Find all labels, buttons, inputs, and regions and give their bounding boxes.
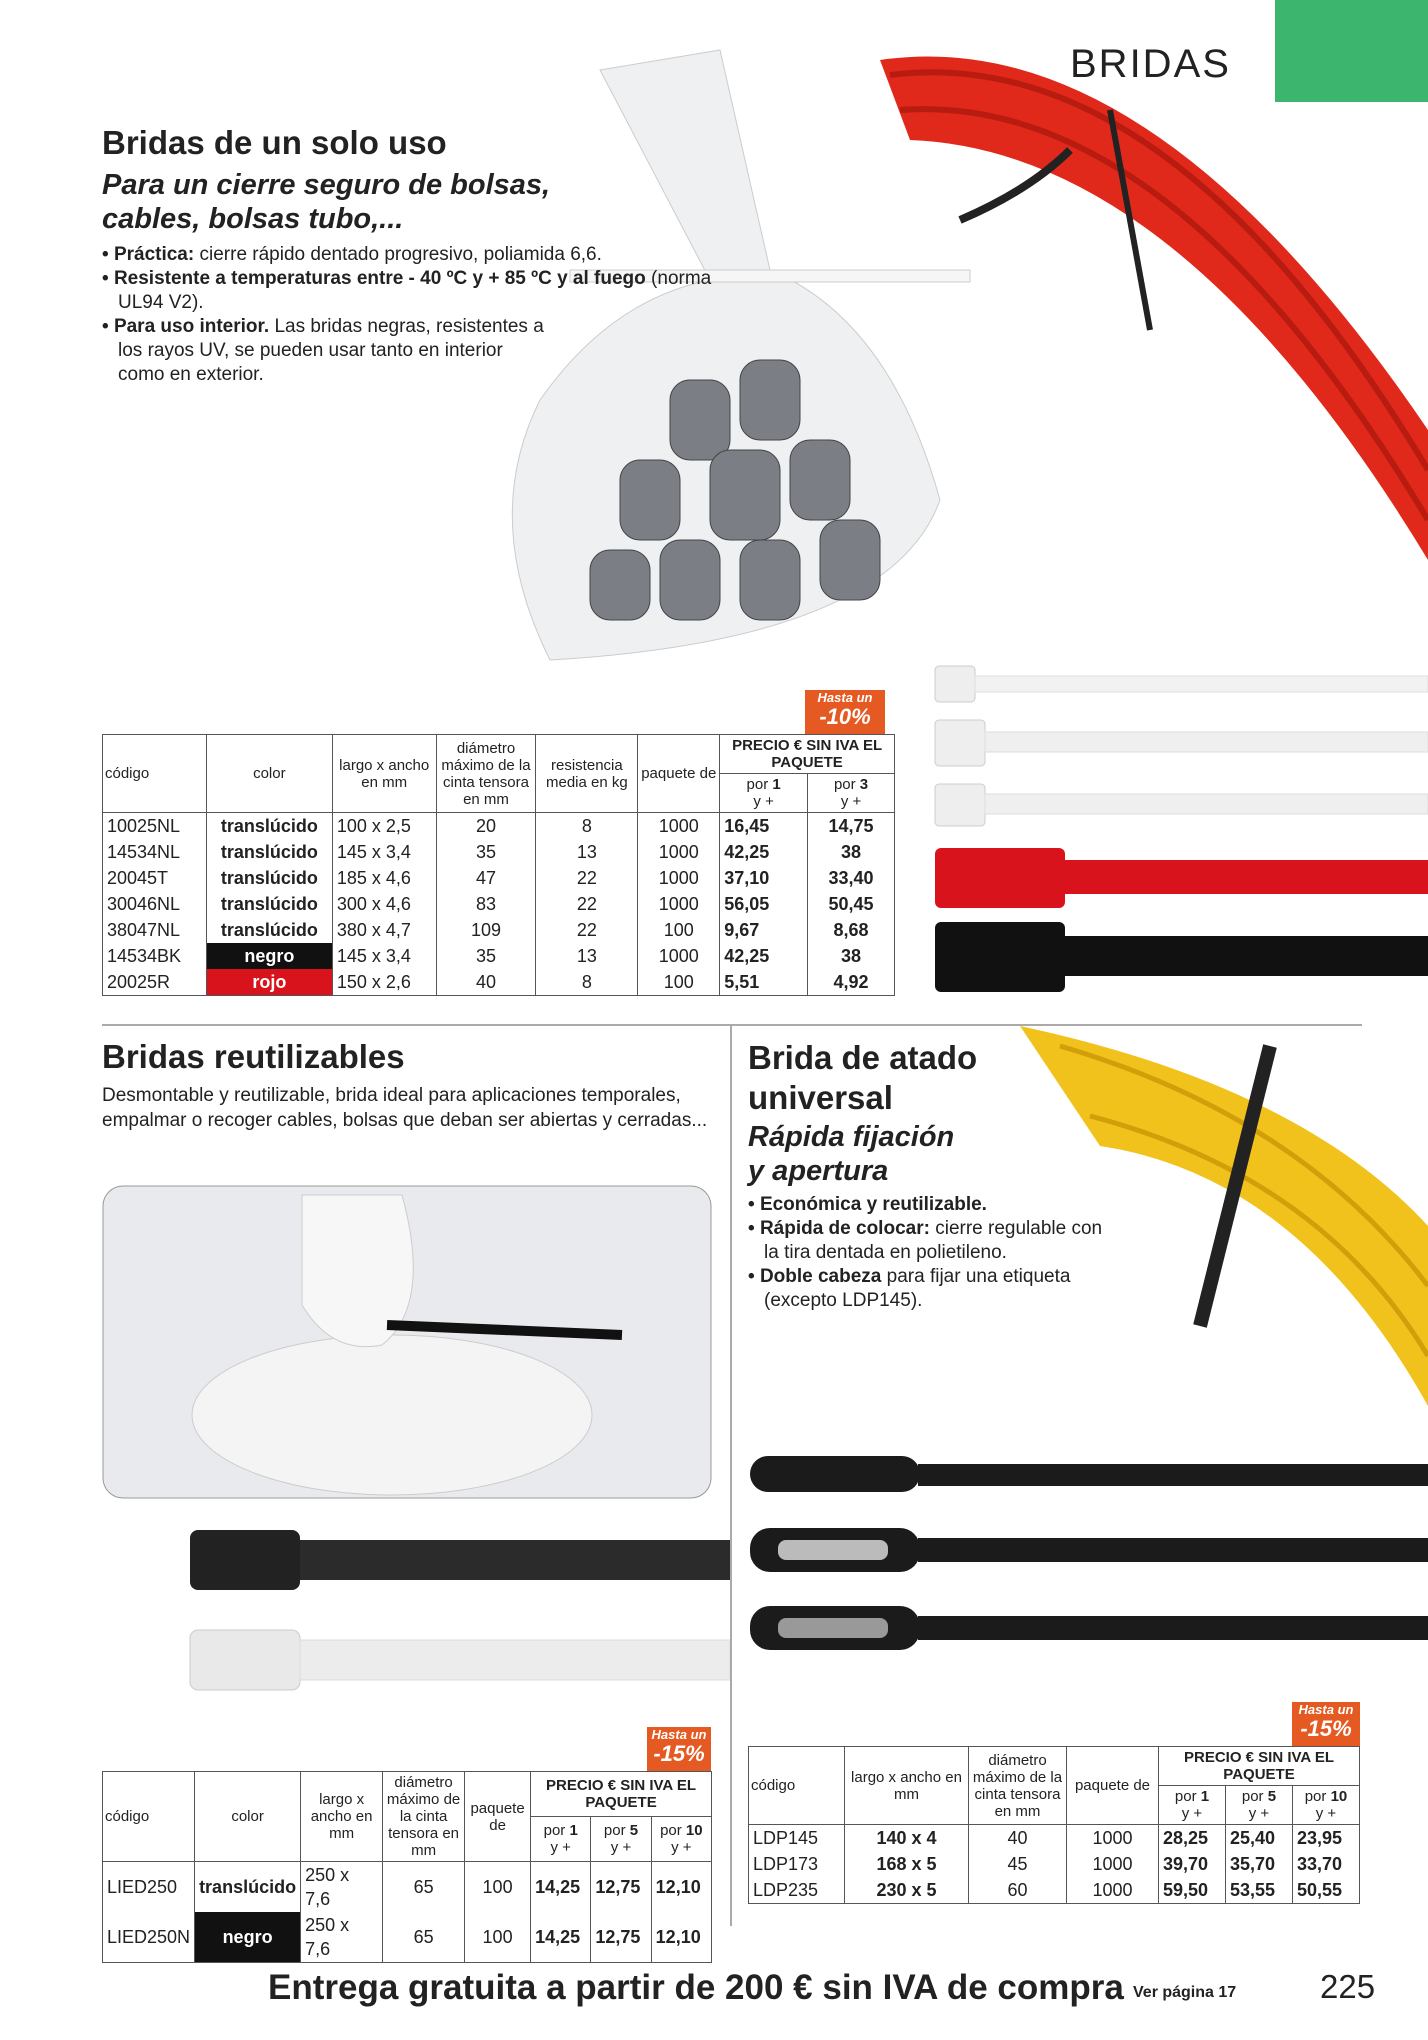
table-cell: LIED250N <box>103 1912 195 1963</box>
table-cell: 38 <box>808 943 895 969</box>
table-cell: 13 <box>536 943 638 969</box>
table-cell: 59,50 <box>1159 1877 1226 1904</box>
table-cell: LIED250 <box>103 1862 195 1913</box>
table-cell: 145 x 3,4 <box>332 839 436 865</box>
table-row <box>103 839 895 865</box>
bullet: • Para uso interior. Las bridas negras, resistentes a los rayos UV, se pueden usar tanto en interior como en exterior. <box>102 315 552 387</box>
table-cell: 150 x 2,6 <box>332 969 436 996</box>
table-cell: 23,95 <box>1292 1825 1359 1852</box>
table-cell: 8 <box>536 813 638 840</box>
table-cell: 37,10 <box>720 865 808 891</box>
table-cell: 42,25 <box>720 839 808 865</box>
table-cell: 16,45 <box>720 813 808 840</box>
table-cell: 22 <box>536 891 638 917</box>
reusable-ties-image <box>185 1525 730 1705</box>
col-p2: por 5 y + <box>591 1817 651 1862</box>
col-pack: paquete de <box>1067 1747 1159 1825</box>
col-price: PRECIO € SIN IVA EL PAQUETE <box>531 1772 712 1817</box>
table-cell: translúcido <box>206 917 332 943</box>
table-cell: 14534BK <box>103 943 207 969</box>
table-cell: 9,67 <box>720 917 808 943</box>
table-cell: 12,10 <box>651 1862 711 1913</box>
discount-badge: Hasta un -15% <box>647 1727 711 1771</box>
table-cell: 185 x 4,6 <box>332 865 436 891</box>
table-row <box>103 943 895 969</box>
table-cell: 65 <box>383 1862 465 1913</box>
single-use-table <box>102 734 895 996</box>
bullet: • Práctica: cierre rápido dentado progresivo, poliamida 6,6. <box>102 243 712 267</box>
universal-title: Brida de atado universal <box>748 1039 978 1116</box>
table-cell: 40 <box>436 969 536 996</box>
page-reference-link[interactable]: Ver página 17 <box>1133 1984 1237 2001</box>
table-cell: rojo <box>206 969 332 996</box>
free-delivery-text: Entrega gratuita a partir de 200 € sin IVA de compra <box>268 1968 1124 2007</box>
table-cell: 33,40 <box>808 865 895 891</box>
universal-subtitle: Rápida fijación y apertura <box>748 1121 955 1187</box>
bullet: • Económica y reutilizable. <box>748 1193 1108 1217</box>
col-p1: por 1 y + <box>531 1817 591 1862</box>
table-cell: 300 x 4,6 <box>332 891 436 917</box>
table-cell: 250 x 7,6 <box>301 1912 383 1963</box>
table-cell: translúcido <box>206 891 332 917</box>
table-cell: 1000 <box>638 943 720 969</box>
table-cell: 39,70 <box>1159 1851 1226 1877</box>
table-cell: 60 <box>969 1877 1067 1904</box>
table-cell: 30046NL <box>103 891 207 917</box>
table-cell: 35,70 <box>1225 1851 1292 1877</box>
table-cell: 40 <box>969 1825 1067 1852</box>
col-p1: por 1 y + <box>720 774 808 813</box>
table-cell: 8 <box>536 969 638 996</box>
table-cell: 42,25 <box>720 943 808 969</box>
table-cell: 20 <box>436 813 536 840</box>
reusable-title: Bridas reutilizables <box>102 1038 405 1075</box>
table-cell: 12,10 <box>651 1912 711 1963</box>
col-diam: diámetro máximo de la cinta tensora en mm <box>969 1747 1067 1825</box>
universal-bullets <box>748 1193 1108 1313</box>
table-cell: 33,70 <box>1292 1851 1359 1877</box>
col-p3: por 10 y + <box>1292 1786 1359 1825</box>
col-p2: por 5 y + <box>1225 1786 1292 1825</box>
table-cell: 5,51 <box>720 969 808 996</box>
table-cell: 35 <box>436 943 536 969</box>
table-cell: 12,75 <box>591 1862 651 1913</box>
col-size: largo x ancho en mm <box>301 1772 383 1862</box>
col-price: PRECIO € SIN IVA EL PAQUETE <box>1159 1747 1360 1786</box>
divider <box>730 1026 732 1926</box>
table-cell: negro <box>206 943 332 969</box>
table-cell: 250 x 7,6 <box>301 1862 383 1913</box>
single-use-subtitle: Para un cierre seguro de bolsas, cables, bolsas tubo,... <box>102 169 551 235</box>
table-row <box>749 1825 1360 1852</box>
table-cell: 22 <box>536 865 638 891</box>
col-diam: diámetro máximo de la cinta tensora en mm <box>436 735 536 813</box>
table-cell: 22 <box>536 917 638 943</box>
table-cell: 100 <box>465 1912 531 1963</box>
table-cell: LDP235 <box>749 1877 845 1904</box>
table-cell: 14,75 <box>808 813 895 840</box>
table-cell: 38 <box>808 839 895 865</box>
col-size: largo x ancho en mm <box>332 735 436 813</box>
table-cell: 100 x 2,5 <box>332 813 436 840</box>
table-row <box>103 917 895 943</box>
table-cell: 145 x 3,4 <box>332 943 436 969</box>
table-cell: 140 x 4 <box>845 1825 969 1852</box>
reusable-photo <box>102 1185 712 1499</box>
table-cell: 38047NL <box>103 917 207 943</box>
table-row <box>103 891 895 917</box>
bullet: • Resistente a temperaturas entre - 40 ºC y + 85 ºC y al fuego (norma UL94 V2). <box>102 267 712 315</box>
table-cell: 1000 <box>638 891 720 917</box>
page-number: 225 <box>1320 1968 1376 2005</box>
table-row <box>103 813 895 840</box>
table-cell: 12,75 <box>591 1912 651 1963</box>
table-cell: 1000 <box>638 839 720 865</box>
table-cell: 8,68 <box>808 917 895 943</box>
table-cell: LDP173 <box>749 1851 845 1877</box>
table-cell: 20025R <box>103 969 207 996</box>
table-cell: LDP145 <box>749 1825 845 1852</box>
col-code: código <box>103 735 207 813</box>
table-cell: negro <box>195 1912 301 1963</box>
table-cell: 35 <box>436 839 536 865</box>
col-size: largo x ancho en mm <box>845 1747 969 1825</box>
table-cell: 53,55 <box>1225 1877 1292 1904</box>
table-cell: translúcido <box>195 1862 301 1913</box>
table-cell: 109 <box>436 917 536 943</box>
table-cell: 380 x 4,7 <box>332 917 436 943</box>
table-cell: 1000 <box>1067 1825 1159 1852</box>
table-cell: translúcido <box>206 865 332 891</box>
table-cell: 56,05 <box>720 891 808 917</box>
col-res: resistencia media en kg <box>536 735 638 813</box>
table-cell: 50,55 <box>1292 1877 1359 1904</box>
col-color: color <box>206 735 332 813</box>
table-cell: 10025NL <box>103 813 207 840</box>
col-code: código <box>103 1772 195 1862</box>
table-row <box>103 969 895 996</box>
reusable-table <box>102 1771 712 1963</box>
table-row <box>749 1851 1360 1877</box>
table-cell: 1000 <box>1067 1851 1159 1877</box>
col-p2: por 3 y + <box>808 774 895 813</box>
table-cell: 1000 <box>1067 1877 1159 1904</box>
table-cell: 1000 <box>638 865 720 891</box>
table-cell: 45 <box>969 1851 1067 1877</box>
discount-badge: Hasta un -10% <box>805 690 885 734</box>
table-row <box>103 865 895 891</box>
table-row <box>103 1912 712 1963</box>
col-price: PRECIO € SIN IVA EL PAQUETE <box>720 735 895 774</box>
cable-ties-image <box>930 660 1428 1010</box>
table-cell: 13 <box>536 839 638 865</box>
reusable-description: Desmontable y reutilizable, brida ideal para aplicaciones temporales, empalmar o recoger cables, bolsas que deban ser abiertas y cerradas... <box>102 1085 708 1131</box>
universal-table <box>748 1746 1360 1904</box>
col-p1: por 1 y + <box>1159 1786 1226 1825</box>
table-cell: 14534NL <box>103 839 207 865</box>
table-cell: 1000 <box>638 813 720 840</box>
single-use-bullets <box>102 243 712 387</box>
table-cell: 4,92 <box>808 969 895 996</box>
col-diam: diámetro máximo de la cinta tensora en mm <box>383 1772 465 1862</box>
bullet: • Doble cabeza para fijar una etiqueta (excepto LDP145). <box>748 1265 1108 1313</box>
table-cell: 50,45 <box>808 891 895 917</box>
table-cell: 100 <box>638 917 720 943</box>
table-cell: 25,40 <box>1225 1825 1292 1852</box>
table-cell: translúcido <box>206 839 332 865</box>
col-pack: paquete de <box>638 735 720 813</box>
col-p3: por 10 y + <box>651 1817 711 1862</box>
table-cell: 230 x 5 <box>845 1877 969 1904</box>
single-use-title: Bridas de un solo uso <box>102 124 447 161</box>
table-row <box>103 1862 712 1913</box>
table-cell: 100 <box>465 1862 531 1913</box>
table-cell: 83 <box>436 891 536 917</box>
table-cell: 47 <box>436 865 536 891</box>
discount-badge: Hasta un -15% <box>1292 1702 1360 1746</box>
section-title: BRIDAS <box>1070 42 1231 86</box>
col-color: color <box>195 1772 301 1862</box>
table-row <box>749 1877 1360 1904</box>
table-cell: 28,25 <box>1159 1825 1226 1852</box>
table-cell: 168 x 5 <box>845 1851 969 1877</box>
bullet: • Rápida de colocar: cierre regulable con la tira dentada en polietileno. <box>748 1217 1108 1265</box>
table-cell: 14,25 <box>531 1862 591 1913</box>
table-cell: 65 <box>383 1912 465 1963</box>
table-cell: 20045T <box>103 865 207 891</box>
table-cell: 14,25 <box>531 1912 591 1963</box>
universal-ties-image <box>748 1448 1428 1668</box>
table-cell: 100 <box>638 969 720 996</box>
col-pack: paquete de <box>465 1772 531 1862</box>
table-cell: translúcido <box>206 813 332 840</box>
col-code: código <box>749 1747 845 1825</box>
